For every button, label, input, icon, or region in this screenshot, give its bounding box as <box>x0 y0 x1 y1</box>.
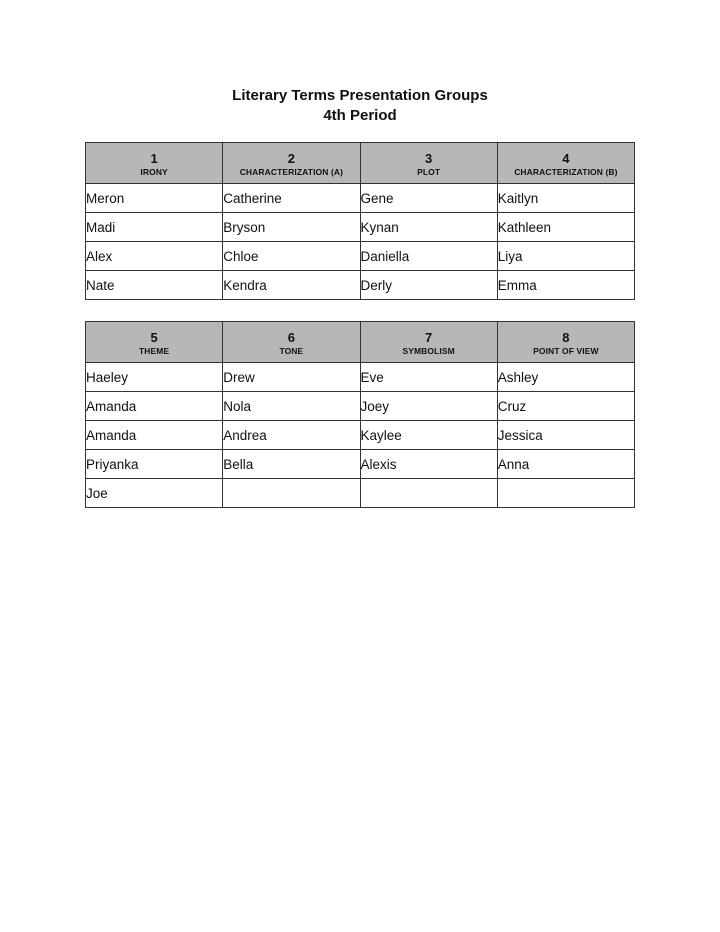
student-name: Gene <box>360 184 497 213</box>
table-row <box>86 392 635 421</box>
table-row <box>86 363 635 392</box>
student-name: Cruz <box>497 392 634 421</box>
table-row <box>86 184 635 213</box>
student-name: Meron <box>86 184 223 213</box>
groups-table-1-4 <box>85 142 635 300</box>
group-number: 7 <box>425 329 433 345</box>
student-name: Andrea <box>223 421 360 450</box>
student-name: Alex <box>86 242 223 271</box>
student-name: Amanda <box>86 421 223 450</box>
student-name: Nola <box>223 392 360 421</box>
group-term: PLOT <box>417 166 441 177</box>
group-header-8 <box>497 322 634 363</box>
student-name: Bella <box>223 450 360 479</box>
student-name: Chloe <box>223 242 360 271</box>
student-name: Eve <box>360 363 497 392</box>
student-name: Madi <box>86 213 223 242</box>
group-header-4 <box>497 143 634 184</box>
table-row <box>86 421 635 450</box>
student-name: Amanda <box>86 392 223 421</box>
group-number: 6 <box>287 329 295 345</box>
group-number: 5 <box>150 329 158 345</box>
student-name: Anna <box>497 450 634 479</box>
group-header-5 <box>86 322 223 363</box>
student-name: Alexis <box>360 450 497 479</box>
student-name: Jessica <box>497 421 634 450</box>
student-name: Kathleen <box>497 213 634 242</box>
group-term: SYMBOLISM <box>402 345 455 356</box>
student-name: Bryson <box>223 213 360 242</box>
table-header-row <box>86 143 635 184</box>
student-name: Kynan <box>360 213 497 242</box>
student-name: Derly <box>360 271 497 300</box>
student-name: Kaylee <box>360 421 497 450</box>
student-name: Emma <box>497 271 634 300</box>
group-header-6 <box>223 322 360 363</box>
page-subtitle: 4th Period <box>323 107 397 124</box>
student-name: Drew <box>223 363 360 392</box>
group-term: TONE <box>279 345 304 356</box>
student-name: Priyanka <box>86 450 223 479</box>
group-term: IRONY <box>140 166 168 177</box>
group-number: 4 <box>562 150 570 166</box>
empty-cell <box>497 479 634 508</box>
group-header-7 <box>360 322 497 363</box>
table-row <box>86 213 635 242</box>
student-name: Liya <box>497 242 634 271</box>
group-number: 8 <box>562 329 570 345</box>
document-header <box>0 86 720 126</box>
student-name: Nate <box>86 271 223 300</box>
group-header-3 <box>360 143 497 184</box>
student-name: Daniella <box>360 242 497 271</box>
empty-cell <box>360 479 497 508</box>
empty-cell <box>223 479 360 508</box>
group-term: THEME <box>139 345 170 356</box>
table-row <box>86 242 635 271</box>
table-row <box>86 450 635 479</box>
group-number: 1 <box>150 150 158 166</box>
group-number: 3 <box>425 150 433 166</box>
group-header-1 <box>86 143 223 184</box>
group-number: 2 <box>287 150 295 166</box>
group-term: CHARACTERIZATION (A) <box>239 166 344 177</box>
groups-table-5-8 <box>85 321 635 508</box>
table-row <box>86 271 635 300</box>
page-title: Literary Terms Presentation Groups <box>232 87 488 104</box>
student-name: Ashley <box>497 363 634 392</box>
group-header-2 <box>223 143 360 184</box>
student-name: Joe <box>86 479 223 508</box>
table-row <box>86 479 635 508</box>
student-name: Kendra <box>223 271 360 300</box>
group-term: CHARACTERIZATION (B) <box>514 166 618 177</box>
table-header-row <box>86 322 635 363</box>
student-name: Joey <box>360 392 497 421</box>
group-term: POINT OF VIEW <box>533 345 599 356</box>
student-name: Catherine <box>223 184 360 213</box>
student-name: Kaitlyn <box>497 184 634 213</box>
student-name: Haeley <box>86 363 223 392</box>
